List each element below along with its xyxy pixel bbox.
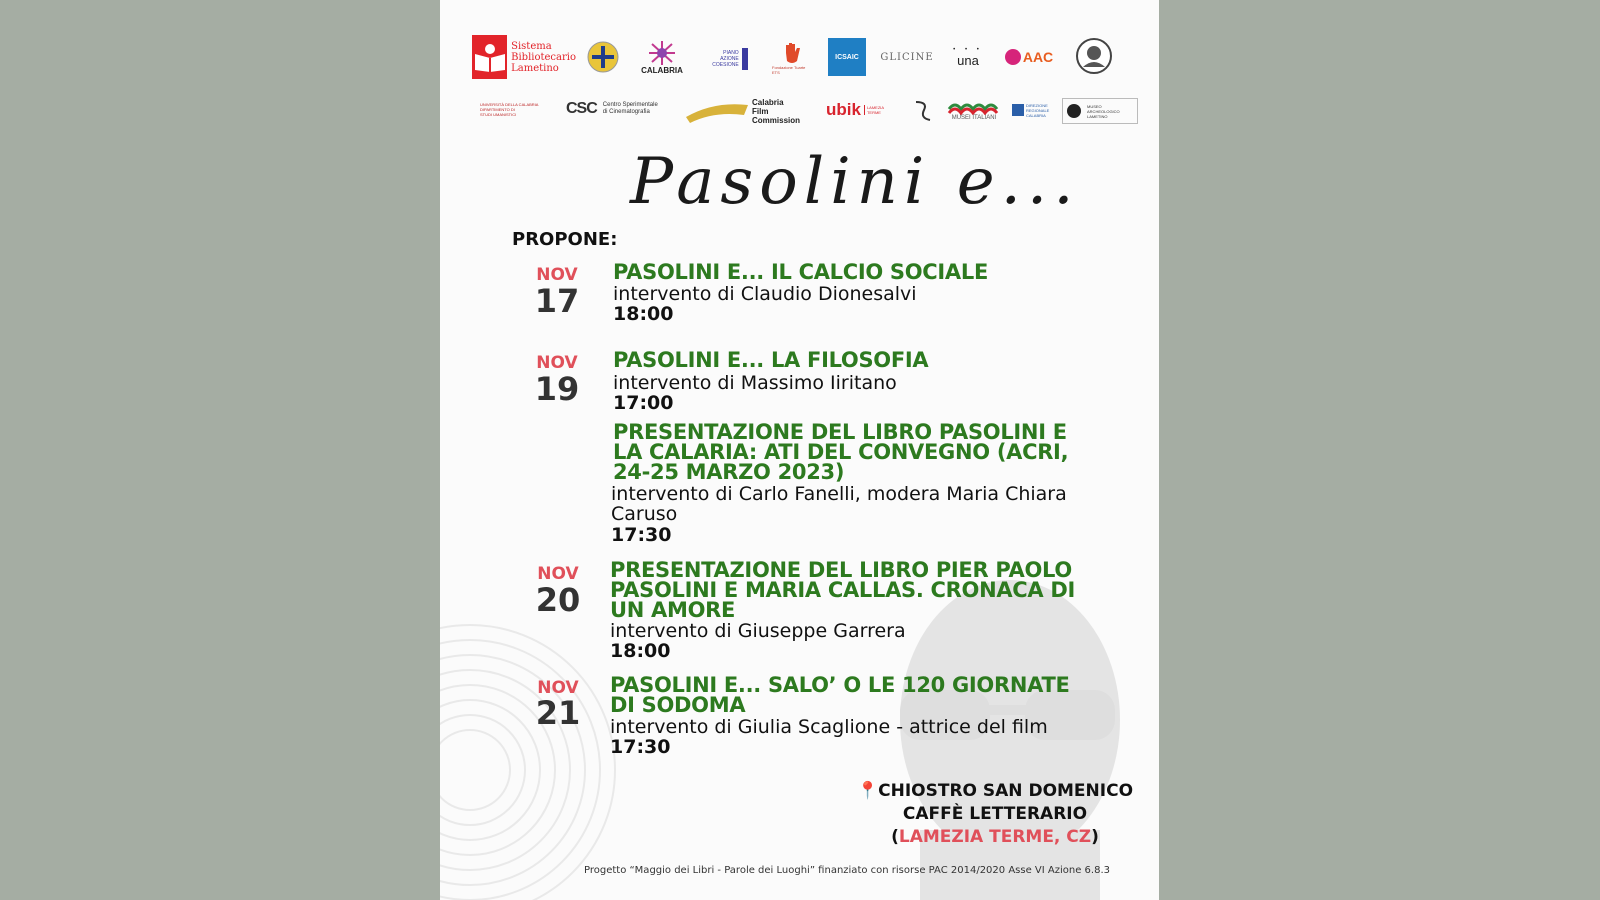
poster-title: Pasolini e... bbox=[630, 145, 1080, 219]
event-2-time: 17:00 bbox=[613, 392, 674, 414]
sbl-line-1: Sistema bbox=[511, 40, 552, 52]
venue-city: LAMEZIA TERME, CZ bbox=[898, 827, 1092, 847]
pin-icon bbox=[1005, 49, 1021, 65]
event-1-title: PASOLINI E... IL CALCIO SOCIALE bbox=[613, 260, 988, 284]
venue-paren-open: ( bbox=[891, 827, 899, 847]
glicine-text: GLICINE bbox=[880, 51, 934, 63]
calabria-logo bbox=[632, 36, 692, 78]
event-4-day: 20 bbox=[535, 581, 581, 619]
location-pin-icon: 📍 bbox=[856, 781, 879, 801]
csc-line-2: di Cinematografia bbox=[602, 109, 650, 115]
una-text: una bbox=[957, 52, 979, 68]
direzione-regionale-logo bbox=[1012, 98, 1058, 122]
swirl-logo bbox=[908, 96, 936, 124]
event-4-title: PRESENTAZIONE DEL LIBRO PIER PAOLO PASOLINI E MARIA CALLAS. CRONACA DI UN AMORE bbox=[610, 558, 1076, 622]
propone-heading: PROPONE: bbox=[512, 229, 618, 250]
calabria-logo-text: CALABRIA bbox=[641, 65, 683, 75]
event-2-title: PASOLINI E... LA FILOSOFIA bbox=[613, 348, 929, 372]
event-3-speaker: intervento di Carlo Fanelli, modera Maria Chiara Caruso bbox=[611, 483, 1067, 525]
pac-line-2: AZIONE bbox=[720, 56, 739, 62]
regione-calabria-emblem-logo bbox=[586, 40, 620, 74]
cfc-line-3: Commission bbox=[752, 115, 801, 125]
venue-block bbox=[850, 780, 1140, 849]
glicine-logo bbox=[882, 46, 932, 68]
ubik-text: ubik bbox=[826, 100, 861, 119]
sponsor-logos bbox=[472, 34, 1132, 134]
sistema-bibliotecario-logo bbox=[472, 34, 576, 80]
csc-line-1: Centro Sperimentale bbox=[602, 102, 658, 108]
icsaic-logo bbox=[828, 38, 866, 76]
event-2-month: NOV bbox=[536, 353, 578, 373]
direzione-line-2: REGIONALE bbox=[1026, 107, 1050, 113]
sbl-line-2: Bibliotecario bbox=[511, 51, 576, 63]
museo-line-2: ARCHEOLOGICO bbox=[1087, 108, 1120, 114]
event-5-speaker: intervento di Giulia Scaglione - attrice del film bbox=[610, 716, 1048, 738]
hand-icon bbox=[783, 41, 801, 65]
calabria-film-commission-logo bbox=[684, 94, 814, 128]
venue-line-3 bbox=[850, 826, 1140, 849]
venue-name: CHIOSTRO SAN DOMENICO bbox=[878, 781, 1134, 801]
musei-text: MUSEI ITALIANI bbox=[951, 115, 997, 121]
unical-line-1: UNIVERSITÀ DELLA CALABRIA bbox=[480, 101, 539, 107]
portrait-seal-logo bbox=[1074, 36, 1114, 76]
venue-paren-close: ) bbox=[1091, 827, 1099, 847]
csc-text: CSC bbox=[566, 100, 597, 117]
event-poster bbox=[440, 0, 1159, 900]
venue-line-1 bbox=[850, 780, 1140, 803]
museo-archeologico-logo bbox=[1062, 98, 1138, 124]
unical-line-3: STUDI UMANISTICI bbox=[480, 111, 517, 117]
event-4-speaker: intervento di Giuseppe Garrera bbox=[610, 620, 906, 642]
event-5-time: 17:30 bbox=[610, 736, 671, 758]
sbl-line-3: Lametino bbox=[511, 62, 559, 74]
event-5-title: PASOLINI E... SALO’ O LE 120 GIORNATE DI SODOMA bbox=[610, 673, 1070, 717]
direzione-line-3: CALABRIA bbox=[1026, 112, 1046, 118]
museo-line-3: LAMETINO bbox=[1087, 113, 1108, 119]
event-2-day: 19 bbox=[534, 370, 580, 408]
pac-line-3: COESIONE bbox=[712, 62, 739, 68]
film-strip-icon bbox=[684, 97, 750, 125]
event-4-month: NOV bbox=[537, 564, 579, 584]
decorative-arcs bbox=[440, 620, 620, 900]
pac-bar-icon bbox=[742, 48, 748, 70]
venue-line-2: CAFFÈ LETTERARIO bbox=[902, 804, 1088, 824]
event-5-month: NOV bbox=[537, 678, 579, 698]
event-1-day: 17 bbox=[534, 282, 580, 320]
musei-italiani-logo bbox=[944, 94, 1004, 126]
fondazione-text: Fondazione Tuarte ETS bbox=[772, 65, 806, 75]
ubik-city-1: LAMEZIA bbox=[866, 105, 885, 110]
event-3-title: PRESENTAZIONE DEL LIBRO PASOLINI E LA CALARIA: ATI DEL CONVEGNO (ACRI, 24-25 MARZO 2023) bbox=[613, 420, 1069, 484]
unical-logo bbox=[480, 98, 554, 120]
fondazione-logo bbox=[772, 38, 812, 78]
aac-text: AAC bbox=[1022, 49, 1054, 65]
event-2-speaker: intervento di Massimo Iiritano bbox=[613, 372, 897, 394]
csc-logo bbox=[566, 98, 674, 120]
ubik-city-2: TERME bbox=[866, 110, 881, 115]
event-3-time: 17:30 bbox=[611, 524, 672, 546]
event-1-speaker: intervento di Claudio Dionesalvi bbox=[613, 283, 917, 305]
una-logo: • • • una bbox=[953, 46, 983, 68]
book-icon bbox=[472, 35, 507, 79]
piano-azione-coesione-logo bbox=[710, 44, 750, 74]
cfc-line-1: Calabria bbox=[752, 97, 784, 107]
footer-credit: Progetto “Maggio dei Libri - Parole dei Luoghi” finanziato con risorse PAC 2014/2020 Asse VI Azione 6.8.3 bbox=[584, 865, 1110, 876]
museo-line-1: MUSEO bbox=[1087, 103, 1102, 109]
unical-line-2: DIPARTIMENTO DI bbox=[480, 106, 515, 112]
direzione-line-1: DIREZIONE bbox=[1026, 102, 1048, 108]
event-5-day: 21 bbox=[535, 694, 581, 732]
event-1-time: 18:00 bbox=[613, 303, 674, 325]
event-4-time: 18:00 bbox=[610, 640, 671, 662]
pac-line-1: PIANO bbox=[723, 50, 739, 56]
icsaic-text: ICSAIC bbox=[835, 53, 859, 61]
ubik-logo bbox=[826, 98, 898, 122]
cfc-line-2: Film bbox=[752, 106, 769, 116]
aac-logo bbox=[1002, 44, 1056, 70]
event-1-month: NOV bbox=[536, 265, 578, 285]
